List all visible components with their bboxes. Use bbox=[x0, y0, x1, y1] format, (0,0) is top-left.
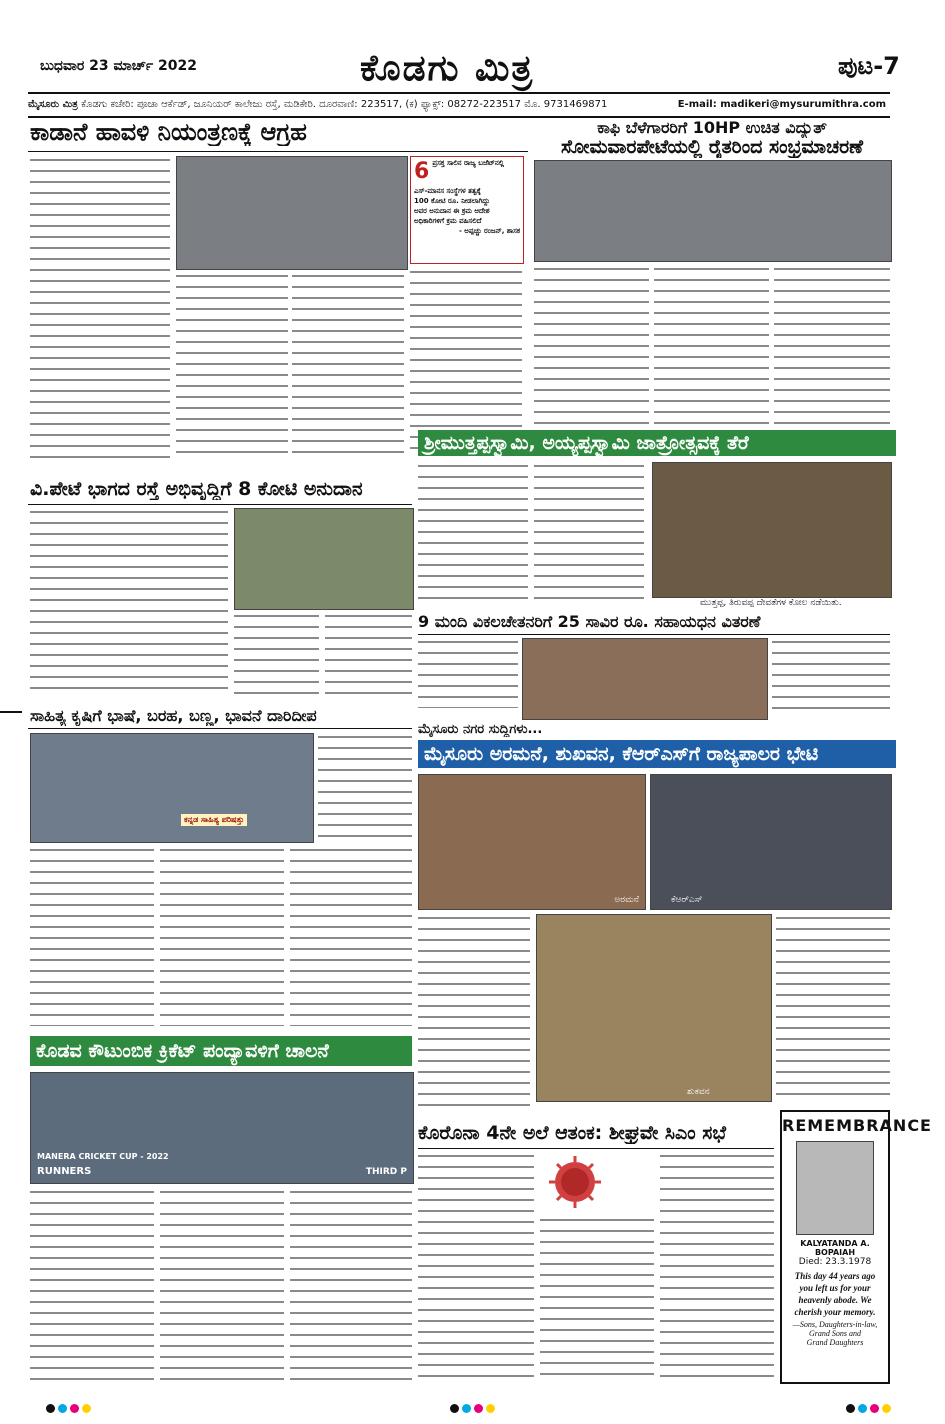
quote-line-3: 100 ಕೋಟಿ ರೂ. ನೀಡಲಾಗಿದ್ದು bbox=[414, 197, 490, 205]
caption-palace: ಅರಮನೆ bbox=[614, 895, 639, 905]
caption-runners: RUNNERS bbox=[37, 1166, 92, 1177]
headline-governor: ಮೈಸೂರು ಅರಮನೆ, ಶುಖವನ, ಕೆಆರ್‌ಎಸ್‌ಗೆ ರಾಜ್ಯಪಾಲರ ಭೇಟಿ bbox=[418, 740, 896, 768]
photo-meeting bbox=[176, 156, 408, 270]
article-column-21 bbox=[30, 1188, 154, 1384]
divider bbox=[28, 504, 412, 505]
info-strip bbox=[28, 92, 890, 118]
headline-road: ವಿ.ಪೇಟೆ ಭಾಗದ ರಸ್ತೆ ಅಭಿವೃದ್ಧಿಗೆ 8 ಕೋಟಿ ಅನುದಾನ bbox=[30, 478, 363, 500]
quote-line-4: ಅವರ ಅನುದಾನ ಈ ಕ್ರಮ ಆದೇಶ bbox=[414, 207, 490, 215]
remembrance-message-3: heavenly abode. We bbox=[798, 1295, 872, 1305]
photo-palace bbox=[418, 774, 646, 910]
article-column-6 bbox=[654, 265, 769, 425]
registration-dot bbox=[46, 1404, 55, 1413]
remembrance-name: KALYATANDA A. BOPAIAH bbox=[800, 1239, 870, 1257]
divider bbox=[418, 634, 890, 635]
article-column-22 bbox=[160, 1188, 284, 1384]
photo-shukavana bbox=[536, 914, 772, 1102]
article-column-25 bbox=[540, 1216, 654, 1384]
headline-corona: ಕೊರೊನಾ 4ನೇ ಅಲೆ ಆತಂಕ: ಶೀಘ್ರವೇ ಸಿಎಂ ಸಭೆ bbox=[418, 1122, 727, 1144]
kicker-coffee: ಕಾಫಿ ಬೆಳೆಗಾರರಿಗೆ 10HP ಉಚಿತ ವಿದ್ಯುತ್ bbox=[597, 118, 827, 137]
strip-brand: ಮೈಸೂರು ಮಿತ್ರ bbox=[28, 99, 78, 110]
photo-cricket bbox=[30, 1072, 414, 1184]
article-column-3 bbox=[292, 272, 404, 457]
headline-cricket: ಕೊಡವ ಕೌಟುಂಬಿಕ ಕ್ರಿಕೆಟ್ ಪಂದ್ಯಾವಳಿಗೆ ಚಾಲನೆ bbox=[30, 1036, 412, 1066]
divider bbox=[28, 728, 412, 729]
photo-krs bbox=[650, 774, 892, 910]
quote-attribution: - ಅಪ್ಪಚ್ಚು ರಂಜನ್, ಶಾಸಕ bbox=[458, 227, 520, 235]
article-column-5 bbox=[534, 265, 649, 425]
remembrance-signature-2: Grand Sons and bbox=[808, 1329, 861, 1338]
article-column-18 bbox=[290, 846, 412, 1026]
remembrance-message-2: you left us for your bbox=[799, 1283, 871, 1293]
remembrance-message-4: cherish your memory. bbox=[794, 1307, 876, 1317]
article-column-7 bbox=[774, 265, 890, 425]
remembrance-message-1: This day 44 years ago bbox=[794, 1271, 876, 1281]
quote-line-2: ಎಸ್-ಮಾನಸ ಸಂಸ್ಥೆಗಳ ತತ್ವಕ್ಕೆ bbox=[414, 187, 481, 195]
quote-line-1: ಪ್ರಸಕ್ತ ಸಾಲಿನ ರಾಜ್ಯ ಬಜೆಟ್‌ನಲ್ಲಿ bbox=[432, 159, 505, 167]
issue-date: ಬುಧವಾರ 23 ಮಾರ್ಚ್ 2022 bbox=[40, 58, 197, 74]
kicker-mysuru: ಮೈಸೂರು ನಗರ ಸುದ್ದಿಗಳು... bbox=[418, 722, 543, 737]
virus-icon bbox=[540, 1152, 610, 1212]
article-column-20 bbox=[776, 914, 890, 1100]
remembrance-died: Died: 23.3.1978 bbox=[798, 1257, 872, 1267]
registration-dot bbox=[870, 1404, 879, 1413]
photo-farmers bbox=[534, 160, 892, 262]
article-column-10 bbox=[30, 508, 228, 698]
article-column-1 bbox=[30, 156, 170, 466]
registration-dot bbox=[462, 1404, 471, 1413]
strip-address: ಕೊಡಗು ಕಚೇರಿ: ಪೂಜಾ ಆರ್ಕೆಡ್, ಜೂನಿಯರ್ ಕಾಲೇಜು ರಸ್ತೆ, ಮಡಿಕೇರಿ. ದೂರವಾಣಿ: 223517, (ಕ) ಫ್ಯಾಕ್ಸ್: 08272-223517 ಮೊ. 9731469871 bbox=[81, 99, 608, 110]
remembrance-signature-3: Grand Daughters bbox=[806, 1338, 864, 1347]
registration-dot bbox=[882, 1404, 891, 1413]
caption-cricket-banner: MANERA CRICKET CUP - 2022 bbox=[37, 1152, 169, 1161]
article-column-17 bbox=[160, 846, 284, 1026]
registration-dot bbox=[474, 1404, 483, 1413]
article-column-13 bbox=[418, 638, 518, 708]
remembrance-signature-1: —Sons, Daughters-in-law, bbox=[792, 1320, 878, 1329]
article-column-15 bbox=[318, 733, 412, 841]
fold-mark bbox=[0, 711, 22, 713]
headline-coffee: ಸೋಮವಾರಪೇಟೆಯಲ್ಲಿ ರೈತರಿಂದ ಸಂಭ್ರಮಾಚರಣೆ bbox=[561, 136, 863, 158]
photo-festival bbox=[652, 462, 892, 598]
article-column-4 bbox=[410, 268, 522, 457]
article-column-12 bbox=[325, 612, 412, 698]
registration-dot bbox=[82, 1404, 91, 1413]
article-column-9 bbox=[534, 462, 644, 602]
quote-box bbox=[410, 156, 524, 264]
article-column-23 bbox=[290, 1188, 412, 1384]
remembrance-title: REMEMBRANCE bbox=[782, 1116, 932, 1135]
caption-festival: ಮುತ್ತಪ್ಪ, ತಿರುವಪ್ಪ ದೇವತೆಗಳ ಕೋಲ ನಡೆಯಿತು. bbox=[700, 598, 842, 608]
article-column-16 bbox=[30, 846, 154, 1026]
divider bbox=[418, 1148, 774, 1149]
headline-literature: ಸಾಹಿತ್ಯ ಕೃಷಿಗೆ ಭಾಷೆ, ಬರಹ, ಬಣ್ಣ, ಭಾವನೆ ದಾರಿದೀಪ bbox=[30, 706, 317, 725]
article-column-19 bbox=[418, 914, 530, 1112]
strip-email: E-mail: madikeri@mysurumithra.com bbox=[677, 99, 886, 110]
article-column-14 bbox=[772, 638, 890, 718]
newspaper-title: ಕೊಡಗು ಮಿತ್ರ bbox=[360, 48, 535, 89]
quote-number: 6 bbox=[414, 159, 430, 184]
caption-third-place: THIRD P bbox=[365, 1167, 407, 1177]
headline-festival: ಶ್ರೀಮುತ್ತಪ್ಪಸ್ವಾಮಿ, ಅಯ್ಯಪ್ಪಸ್ವಾಮಿ ಜಾತ್ರೋತ್ಸವಕ್ಕೆ ತೆರೆ bbox=[418, 430, 896, 456]
photo-aid bbox=[522, 638, 768, 720]
caption-shukavana: ಶುಕವನ bbox=[687, 1087, 710, 1097]
caption-krs: ಕೆಆರ್‌ಎಸ್ bbox=[671, 895, 703, 905]
caption-literature-banner: ಕನ್ನಡ ಸಾಹಿತ್ಯ ಪರಿಷತ್ತು bbox=[181, 814, 247, 826]
portrait bbox=[796, 1141, 874, 1235]
registration-dot bbox=[450, 1404, 459, 1413]
photo-road bbox=[234, 508, 414, 610]
registration-marks-left bbox=[46, 1404, 91, 1413]
headline-elephant: ಕಾಡಾನೆ ಹಾವಳಿ ನಿಯಂತ್ರಣಕ್ಕೆ ಆಗ್ರಹ bbox=[30, 118, 307, 146]
remembrance-box bbox=[780, 1110, 932, 1384]
page-number: ಪುಟ-7 bbox=[838, 52, 900, 80]
registration-marks-center bbox=[450, 1404, 495, 1413]
article-column-24 bbox=[418, 1152, 534, 1384]
registration-dot bbox=[58, 1404, 67, 1413]
divider bbox=[28, 151, 528, 152]
article-column-26 bbox=[660, 1152, 774, 1384]
registration-dot bbox=[846, 1404, 855, 1413]
article-column-2 bbox=[176, 272, 288, 457]
article-column-8 bbox=[418, 462, 528, 602]
registration-dot bbox=[70, 1404, 79, 1413]
registration-dot bbox=[486, 1404, 495, 1413]
photo-literature bbox=[30, 733, 314, 843]
headline-aid: 9 ಮಂದಿ ವಿಕಲಚೇತನರಿಗೆ 25 ಸಾವಿರ ರೂ. ಸಹಾಯಧನ ವಿತರಣೆ bbox=[418, 612, 761, 631]
registration-marks-right bbox=[846, 1404, 891, 1413]
article-column-11 bbox=[234, 612, 319, 698]
registration-dot bbox=[858, 1404, 867, 1413]
quote-line-5: ಅಧಿಕಾರಿಗಳಿಗೆ ಕ್ರಮ ವಹಿಸಲಿದೆ bbox=[414, 217, 482, 225]
